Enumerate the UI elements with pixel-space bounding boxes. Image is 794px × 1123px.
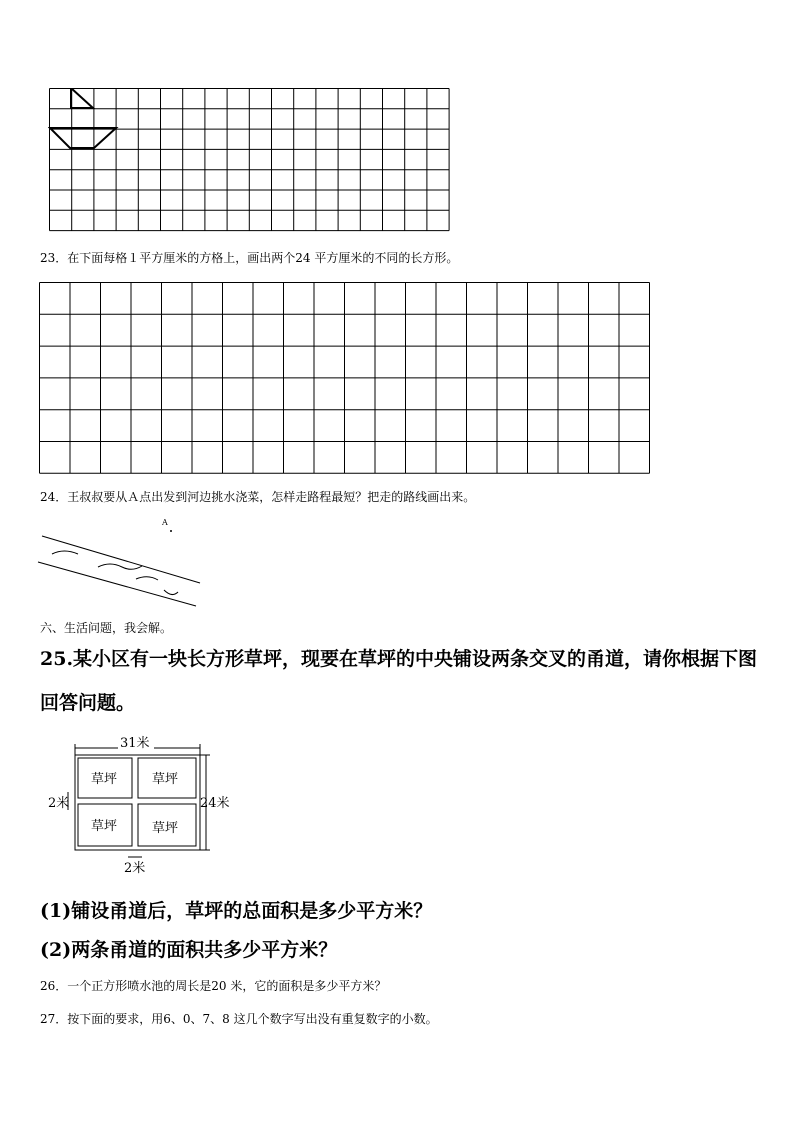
question-25-line1: 25.某小区有一块长方形草坪，现要在草坪的中央铺设两条交叉的甬道，请你根据下图	[40, 648, 758, 670]
lawn-cell-label: 草坪	[91, 819, 118, 834]
question-26: 26．一个正方形喷水池的周长是20 米，它的面积是多少平方米？	[40, 979, 387, 993]
river-wave	[52, 551, 78, 554]
road-bottom-label: 2米	[124, 861, 146, 876]
road-left-label: 2米	[48, 796, 70, 811]
river-diagram	[36, 512, 206, 607]
boat-figure	[50, 88, 116, 148]
question-23: 23．在下面每格１平方厘米的方格上，画出两个24 平方厘米的不同的长方形。	[40, 251, 459, 265]
river-bank-bottom	[38, 562, 196, 606]
point-a	[170, 530, 172, 532]
river-wave	[136, 577, 158, 580]
lawn-cell-label: 草坪	[152, 772, 179, 787]
lawn-cell-label: 草坪	[152, 821, 179, 836]
river-wave	[98, 564, 142, 569]
question-25-sub1: (1)铺设甬道后，草坪的总面积是多少平方米？	[40, 900, 433, 922]
question-25-line2: 回答问题。	[40, 692, 136, 714]
question-25-sub2: (2)两条甬道的面积共多少平方米？	[40, 939, 338, 961]
river-bank-top	[42, 536, 200, 583]
lawn-cell-label: 草坪	[91, 772, 118, 787]
width-label: 31米	[120, 736, 150, 751]
rectangle-drawing-grid	[38, 281, 652, 474]
point-a-label: A	[162, 518, 168, 527]
river-wave	[164, 590, 178, 595]
lawn-diagram	[40, 732, 240, 877]
question-27: 27．按下面的要求，用6、0、7、8 这几个数字写出没有重复数字的小数。	[40, 1012, 438, 1026]
height-label: 24米	[200, 796, 230, 811]
question-24: 24．王叔叔要从Ａ点出发到河边挑水浇菜，怎样走路程最短？把走的路线画出来。	[40, 490, 476, 504]
boat-grid	[48, 88, 452, 232]
section-six-heading: 六、生活问题，我会解。	[40, 621, 173, 635]
